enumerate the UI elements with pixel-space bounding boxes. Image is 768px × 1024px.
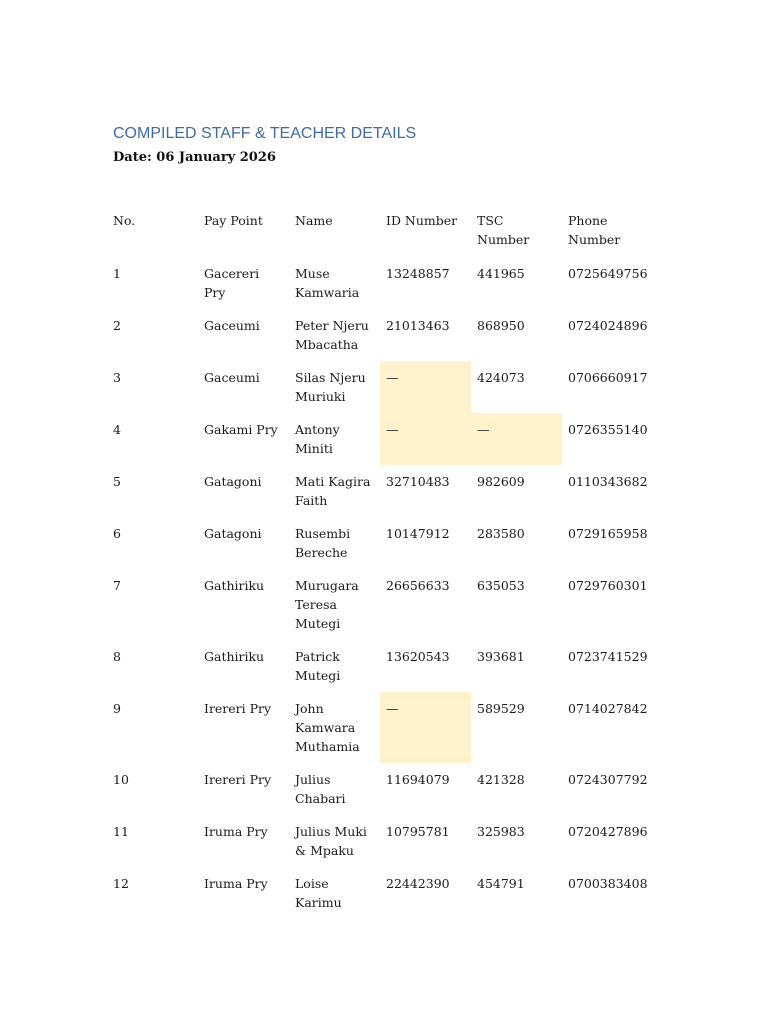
header-name: Name xyxy=(295,213,333,228)
cell-tsc-number: 441965 xyxy=(477,266,525,281)
header-id-number: ID Number xyxy=(386,213,458,228)
cell-no: 1 xyxy=(113,266,121,281)
cell-id-number: 22442390 xyxy=(386,876,450,891)
cell-name: Rusembi Bereche xyxy=(295,526,351,560)
table-row xyxy=(107,815,653,867)
cell-no: 9 xyxy=(113,701,121,716)
cell-phone: 0720427896 xyxy=(568,824,648,839)
cell-pay-point: Irereri Pry xyxy=(204,701,272,716)
cell-name: Loise Karimu xyxy=(295,876,342,910)
cell-phone: 0724024896 xyxy=(568,318,648,333)
table-header xyxy=(107,204,653,257)
cell-no: 8 xyxy=(113,649,121,664)
header-tsc-number: TSC Number xyxy=(477,213,530,247)
cell-name: Julius Chabari xyxy=(295,772,346,806)
header-row xyxy=(107,204,653,257)
cell-id-number: 11694079 xyxy=(386,772,450,787)
cell-pay-point: Iruma Pry xyxy=(204,824,268,839)
cell-name: Peter Njeru Mbacatha xyxy=(295,318,369,352)
cell-phone: 0724307792 xyxy=(568,772,648,787)
cell-name: John Kamwara Muthamia xyxy=(295,701,360,754)
table-row xyxy=(107,867,653,919)
cell-tsc-number: 454791 xyxy=(477,876,525,891)
cell-pay-point: Gakami Pry xyxy=(204,422,278,437)
cell-tsc-number: 393681 xyxy=(477,649,525,664)
cell-phone: 0700383408 xyxy=(568,876,648,891)
cell-no: 6 xyxy=(113,526,121,541)
table-row xyxy=(107,257,653,309)
cell-tsc-number: 635053 xyxy=(477,578,525,593)
cell-pay-point: Gaceumi xyxy=(204,318,260,333)
cell-id-number: 13248857 xyxy=(386,266,450,281)
cell-id-number: — xyxy=(380,413,471,465)
cell-tsc-number: 325983 xyxy=(477,824,525,839)
header-pay-point: Pay Point xyxy=(204,213,263,228)
table-row xyxy=(107,309,653,361)
cell-phone: 0729760301 xyxy=(568,578,648,593)
cell-tsc-number: 868950 xyxy=(477,318,525,333)
cell-id-number: 13620543 xyxy=(386,649,450,664)
cell-pay-point: Gathiriku xyxy=(204,649,265,664)
table-row xyxy=(107,692,653,763)
cell-id-number: — xyxy=(380,692,471,763)
cell-tsc-number: 421328 xyxy=(477,772,525,787)
cell-no: 4 xyxy=(113,422,121,437)
cell-phone: 0110343682 xyxy=(568,474,648,489)
cell-name: Muse Kamwaria xyxy=(295,266,360,300)
cell-name: Julius Muki & Mpaku xyxy=(295,824,367,858)
cell-pay-point: Gaceumi xyxy=(204,370,260,385)
cell-name: Antony Miniti xyxy=(295,422,340,456)
cell-pay-point: Iruma Pry xyxy=(204,876,268,891)
cell-no: 7 xyxy=(113,578,121,593)
cell-pay-point: Gatagoni xyxy=(204,526,262,541)
cell-phone: 0714027842 xyxy=(568,701,648,716)
cell-tsc-number: 283580 xyxy=(477,526,525,541)
cell-phone: 0729165958 xyxy=(568,526,648,541)
document-title: COMPILED STAFF & TEACHER DETAILS xyxy=(113,125,417,142)
cell-no: 5 xyxy=(113,474,121,489)
cell-pay-point: Gacereri Pry xyxy=(204,266,260,300)
cell-name: Murugara Teresa Mutegi xyxy=(295,578,359,631)
table-body xyxy=(107,257,653,919)
cell-tsc-number: 424073 xyxy=(477,370,525,385)
cell-id-number: 10795781 xyxy=(386,824,450,839)
cell-id-number: 26656633 xyxy=(386,578,450,593)
header-phone-number: Phone Number xyxy=(568,213,621,247)
table-row xyxy=(107,361,653,413)
staff-table xyxy=(107,204,653,919)
cell-id-number: 32710483 xyxy=(386,474,450,489)
cell-no: 12 xyxy=(113,876,129,891)
cell-id-number: — xyxy=(380,361,471,413)
cell-id-number: 21013463 xyxy=(386,318,450,333)
cell-phone: 0706660917 xyxy=(568,370,648,385)
table-row xyxy=(107,517,653,569)
cell-no: 10 xyxy=(113,772,129,787)
cell-pay-point: Gatagoni xyxy=(204,474,262,489)
cell-name: Silas Njeru Muriuki xyxy=(295,370,366,404)
table-row xyxy=(107,640,653,692)
cell-name: Patrick Mutegi xyxy=(295,649,341,683)
cell-phone: 0723741529 xyxy=(568,649,648,664)
table-row xyxy=(107,465,653,517)
cell-tsc-number: 589529 xyxy=(477,701,525,716)
cell-id-number: 10147912 xyxy=(386,526,450,541)
table-row xyxy=(107,569,653,640)
cell-phone: 0725649756 xyxy=(568,266,648,281)
cell-pay-point: Irereri Pry xyxy=(204,772,272,787)
cell-no: 2 xyxy=(113,318,121,333)
table-row xyxy=(107,763,653,815)
cell-tsc-number: 982609 xyxy=(477,474,525,489)
header-no: No. xyxy=(113,213,136,228)
cell-name: Mati Kagira Faith xyxy=(295,474,371,508)
cell-phone: 0726355140 xyxy=(568,422,648,437)
cell-pay-point: Gathiriku xyxy=(204,578,265,593)
cell-tsc-number: — xyxy=(471,413,562,465)
cell-no: 3 xyxy=(113,370,121,385)
document-date: Date: 06 January 2026 xyxy=(113,150,276,165)
table-row xyxy=(107,413,653,465)
cell-no: 11 xyxy=(113,824,129,839)
